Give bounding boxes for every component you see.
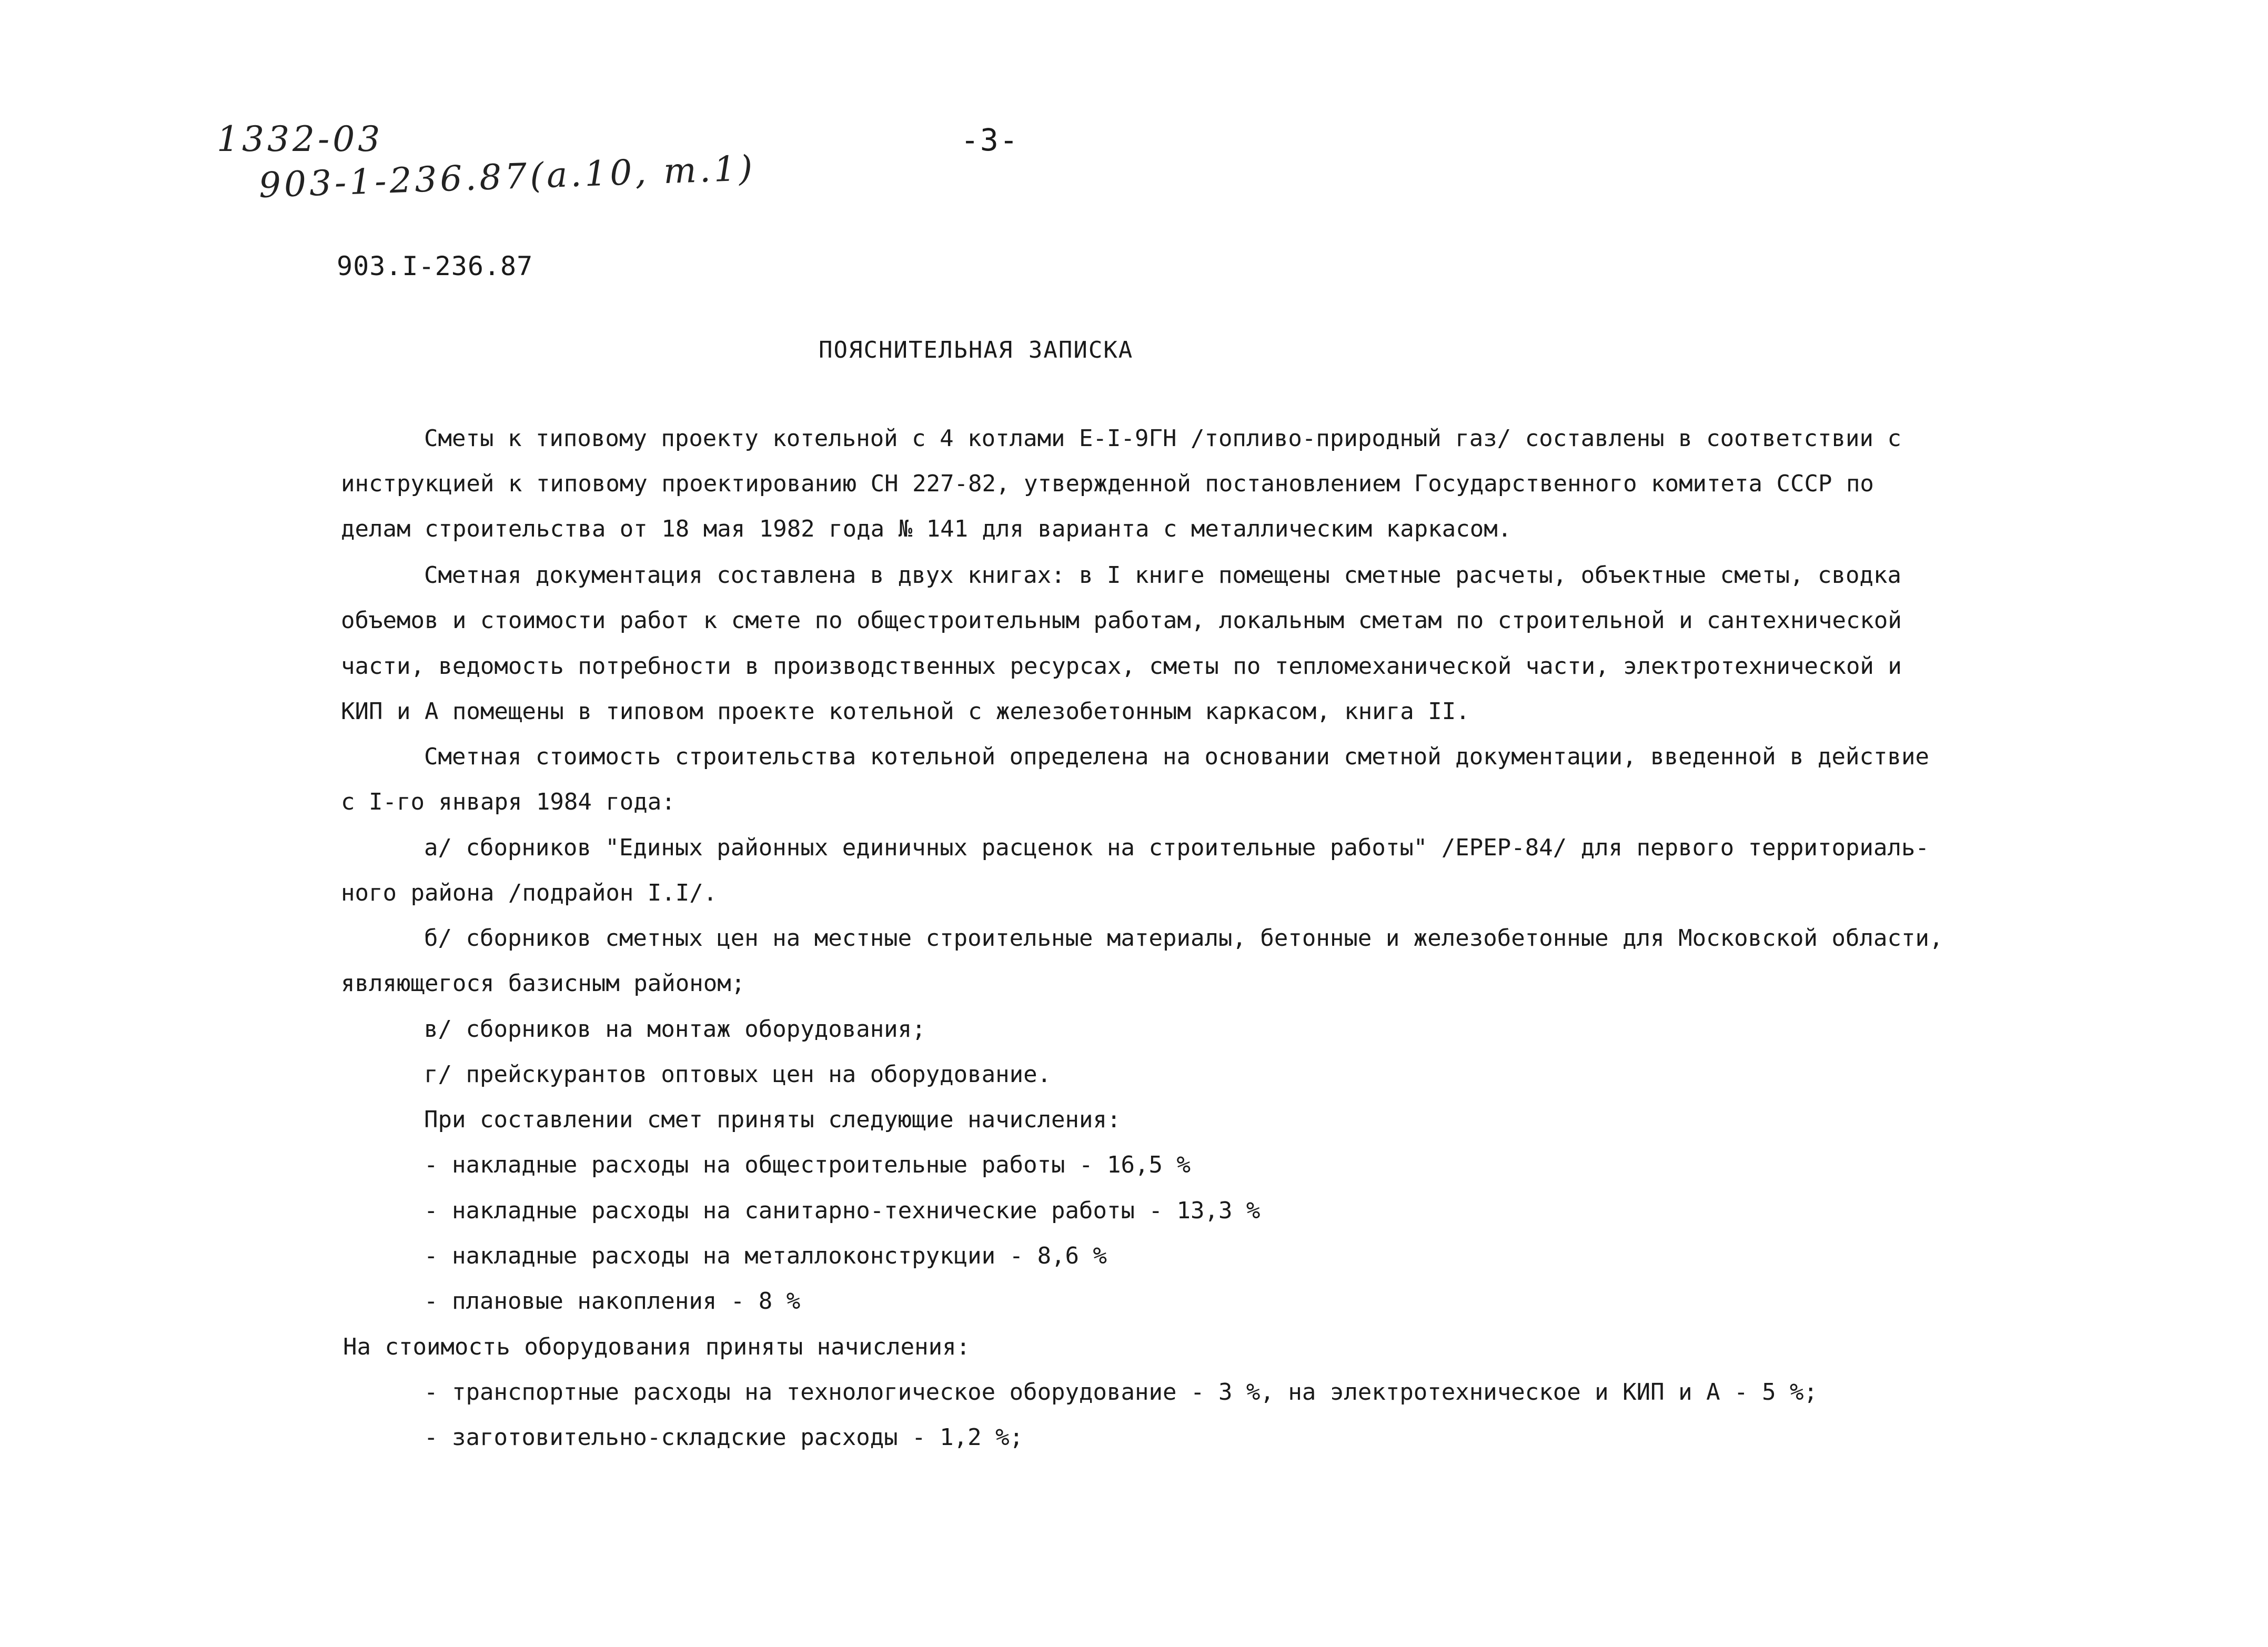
- handwritten-archive-number: 1332-03: [217, 119, 384, 159]
- equipment-intro: На стоимость оборудования приняты начисления:: [343, 1333, 971, 1360]
- source-v: в/ сборников на монтаж оборудования;: [424, 1016, 926, 1043]
- charge-item-2: - накладные расходы на санитарно-технические работы - 13,3 %: [424, 1197, 1261, 1224]
- charges-intro: При составлении смет приняты следующие начисления:: [424, 1106, 1121, 1133]
- equipment-charge-1: - транспортные расходы на технологическое оборудование - 3 %, на электротехническое и КИП и А - 5 %;: [424, 1379, 1818, 1406]
- paragraph-2-line-2: объемов и стоимости работ к смете по общестроительным работам, локальным сметам по строительной и сантехнической: [341, 607, 1902, 634]
- charge-item-3: - накладные расходы на металлоконструкции - 8,6 %: [424, 1242, 1107, 1269]
- source-a-line-1: а/ сборников "Единых районных единичных расценок на строительные работы" /ЕРЕР-84/ для первого территориаль-: [424, 834, 1929, 861]
- paragraph-1-line-1: Сметы к типовому проекту котельной с 4 котлами Е-I-9ГН /топливо-природный газ/ составлены в соответствии с: [424, 425, 1901, 452]
- document-title: ПОЯСНИТЕЛЬНАЯ ЗАПИСКА: [819, 337, 1134, 363]
- source-a-line-2: ного района /подрайон I.I/.: [341, 880, 718, 906]
- source-b-line-1: б/ сборников сметных цен на местные строительные материалы, бетонные и железобетонные для Московской области,: [424, 925, 1943, 952]
- charge-item-1: - накладные расходы на общестроительные работы - 16,5 %: [424, 1151, 1191, 1178]
- paragraph-2-line-3: части, ведомость потребности в производственных ресурсах, сметы по тепломеханической части, электротехнической и: [341, 653, 1902, 680]
- page-number: -3-: [961, 122, 1019, 158]
- paragraph-2-line-4: КИП и А помещены в типовом проекте котельной с железобетонным каркасом, книга II.: [341, 698, 1470, 725]
- paragraph-1-line-2: инструкцией к типовому проектированию СН 227-82, утвержденной постановлением Государственного комитета СССР по: [341, 470, 1874, 497]
- paragraph-1-line-3: делам строительства от 18 мая 1982 года № 141 для варианта с металлическим каркасом.: [341, 516, 1512, 542]
- paragraph-3-line-1: Сметная стоимость строительства котельной определена на основании сметной документации, введенной в действие: [424, 743, 1929, 770]
- handwritten-project-reference: 903-1-236.87(a.10, т.1): [258, 148, 757, 206]
- equipment-charge-2: - заготовительно-складские расходы - 1,2 %;: [424, 1424, 1024, 1451]
- document-code: 903.I-236.87: [337, 251, 533, 281]
- source-g: г/ прейскурантов оптовых цен на оборудование.: [424, 1061, 1052, 1088]
- charge-item-4: - плановые накопления - 8 %: [424, 1288, 801, 1315]
- paragraph-3-line-2: с I-го января 1984 года:: [341, 789, 676, 815]
- paragraph-2-line-1: Сметная документация составлена в двух книгах: в I книге помещены сметные расчеты, объектные сметы, сводка: [424, 562, 1901, 589]
- source-b-line-2: являющегося базисным районом;: [341, 970, 745, 997]
